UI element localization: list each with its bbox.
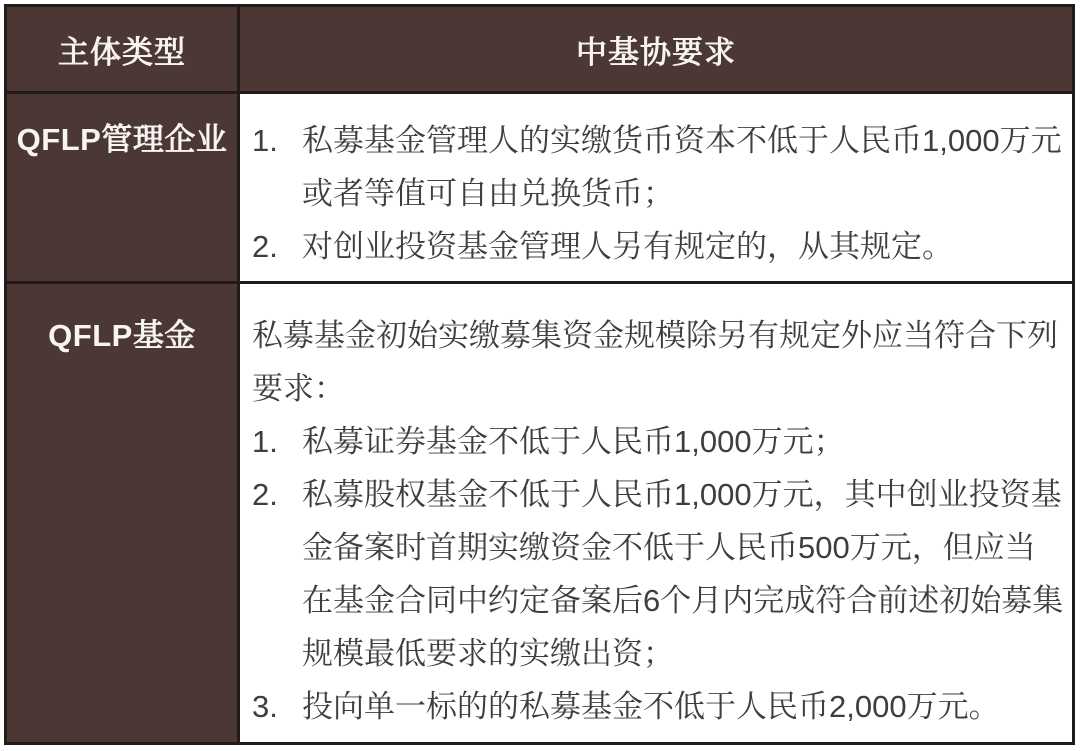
row-label-qflp-fund: QFLP基金 [6, 283, 239, 744]
list-item [252, 220, 1066, 273]
row-label-qflp-management-enterprise: QFLP管理企业 [6, 93, 239, 283]
header-row [6, 6, 1074, 93]
list-item-number: 2. [252, 477, 278, 512]
list-item [252, 114, 1066, 220]
list-item [252, 415, 1066, 468]
list-item-number: 3. [252, 689, 278, 724]
list-item-number: 1. [252, 123, 278, 158]
list-item-text: 私募证券基金不低于人民币1,000万元； [302, 424, 845, 459]
list-item [252, 468, 1066, 680]
list-item-text: 私募基金管理人的实缴货币资本不低于人民币1,000万元或者等值可自由兑换货币； [302, 123, 1062, 211]
table-row [6, 93, 1074, 283]
list-item-number: 2. [252, 229, 278, 264]
cell-qflp-management-requirements [239, 93, 1074, 283]
qflp-requirements-table-wrap [4, 4, 1072, 745]
cell-qflp-fund-requirements [239, 283, 1074, 744]
list-item-text: 对创业投资基金管理人另有规定的，从其规定。 [302, 229, 953, 264]
qflp-requirements-table [4, 4, 1075, 745]
list-item-text: 私募股权基金不低于人民币1,000万元，其中创业投资基金备案时首期实缴资金不低于人民币500万元，但应当在基金合同中约定备案后6个月内完成符合前述初始募集规模最低要求的实缴出资； [302, 477, 1064, 671]
column-header-amac-requirements: 中基协要求 [239, 6, 1074, 93]
list-item-text: 投向单一标的的私募基金不低于人民币2,000万元。 [302, 689, 1000, 724]
list-item [252, 680, 1066, 733]
list-item-number: 1. [252, 424, 278, 459]
column-header-subject-type: 主体类型 [6, 6, 239, 93]
table-row [6, 283, 1074, 744]
fund-requirements-intro-text: 私募基金初始实缴募集资金规模除另有规定外应当符合下列要求： [252, 318, 1058, 406]
